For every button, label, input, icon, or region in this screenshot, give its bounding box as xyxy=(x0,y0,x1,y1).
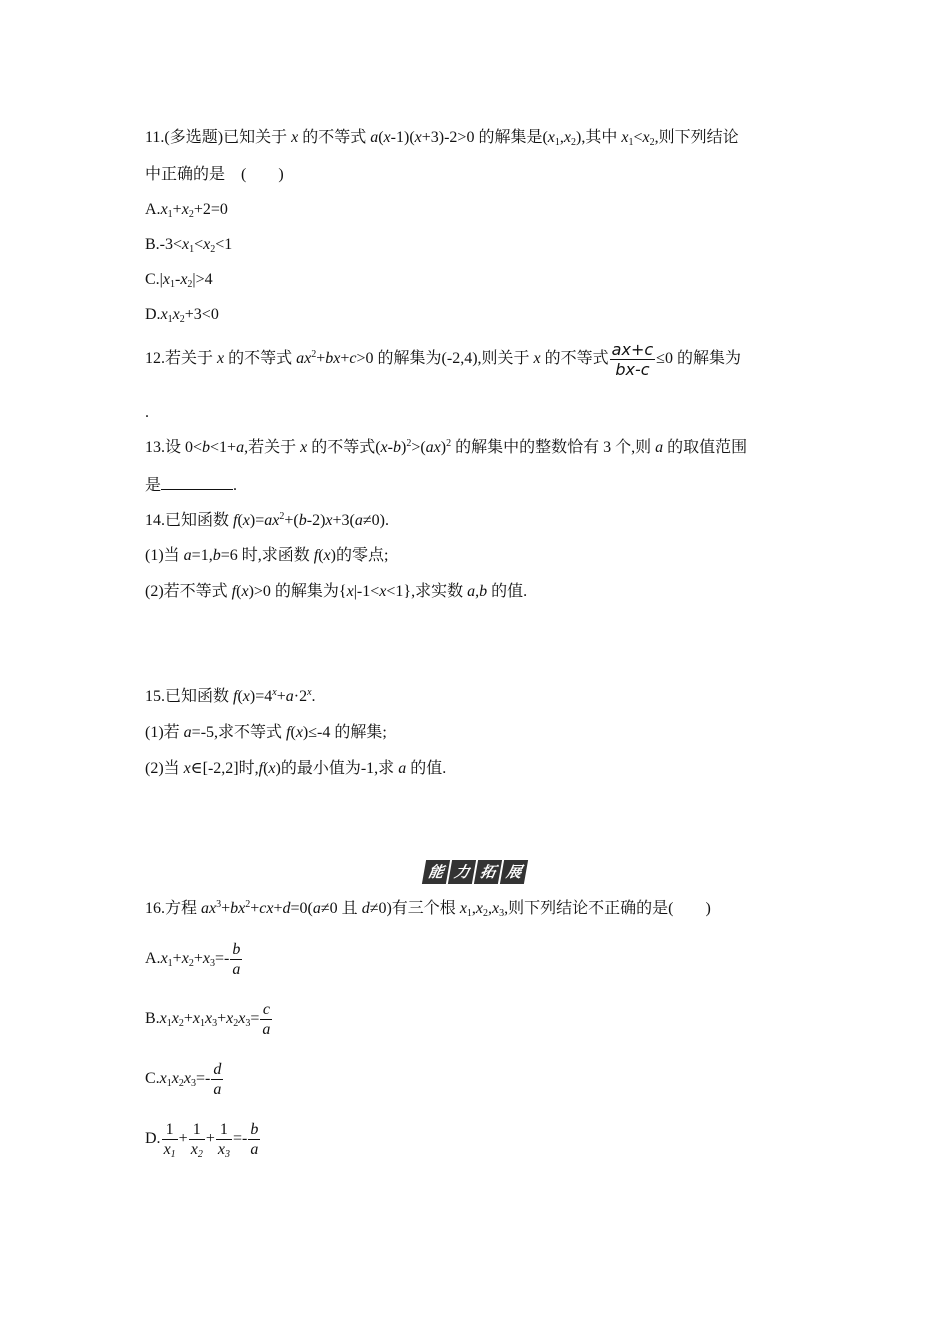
q16-line1: 16.方程 $ax^3+bx^2+cx+d=0(a\ne 0$ 且 d≠0)有三个根 $x_1,x_2,x_3$,则下列结论不正确的是( ) xyxy=(145,899,711,919)
q13-line1: 13.设 0<b<1+a,若关于 x 的不等式$(x-b)^2>(ax)^2$ 的解集中的整数恰有 3 个,则 a 的取值范围 xyxy=(145,438,748,456)
q14-part1: (1)当 a=1,b=6 时,求函数 f(x)的零点; xyxy=(145,547,389,564)
section-badge-char: 能 xyxy=(422,860,450,884)
section-badge-char: 拓 xyxy=(474,860,502,884)
section-badge xyxy=(424,860,526,884)
q14-line1: 14.已知函数 $f(x)=ax^2+(b-2)x+3(a\ne 0)$. xyxy=(145,511,389,529)
q11-option-d: $D.x_1x_2+3<0$ xyxy=(145,306,219,325)
section-badge-char: 展 xyxy=(500,860,528,884)
q15-line1: 15.已知函数 $f(x)=4^x+a\cdot 2^x$. xyxy=(145,687,316,705)
q15-part2: (2)当 x∈[-2,2]时,f(x)的最小值为-1,求 a 的值. xyxy=(145,760,447,777)
q15-part1: (1)若 a=-5,求不等式 f(x)≤-4 的解集; xyxy=(145,724,387,741)
q11-option-b: $B.-3<x_1<x_2<1$ xyxy=(145,236,233,255)
q16-option-c: $C.x_1x_2x_3=-$ $\frac{d}{a}$ xyxy=(145,1061,222,1098)
answer-blank[interactable] xyxy=(161,474,233,490)
q16-option-d: D. $\frac{1}{x_1}$ + $\frac{1}{x_2}$ + $\frac{1}{x_3}$ =- $\frac{b}{a}$ xyxy=(145,1121,259,1160)
q16-option-b: $B.x_1x_2+x_1x_3+x_2x_3=$ $\frac{c}{a}$ xyxy=(145,1001,271,1038)
q11-line2: 中正确的是 ( ) xyxy=(145,166,284,183)
q16-option-a: $A.x_1+x_2+x_3=-$ $\frac{b}{a}$ xyxy=(145,941,241,978)
q12-line2: . xyxy=(145,404,149,421)
q11-option-c: $C.|x_1-x_2|>4$ xyxy=(145,271,213,290)
q14-part2: (2)若不等式 f(x)>0 的解集为{x|-1<x<1},求实数 a,b 的值. xyxy=(145,583,528,600)
q13-line2: 是 . xyxy=(145,474,237,497)
q11-line1: 11.(多选题)已知关于 x 的不等式 a(x-1)(x+3)-2>0 的解集是$(x_1,x_2)$,其中 $x_1<x_2$,则下列结论 xyxy=(145,129,739,148)
q12-line1: 12.若关于 x 的不等式 $ax^2+bx+c>0$ 的解集为(-2,4),则关于 x 的不等式 $\frac{ax+c}{bx-c}$ ≤0 的解集为 xyxy=(145,340,741,379)
q12-fraction: $\frac{ax+c}{bx-c}$ xyxy=(611,340,654,379)
section-badge-char: 力 xyxy=(448,860,476,884)
q11-option-a: $A.x_1+x_2+2=0$ xyxy=(145,201,228,220)
